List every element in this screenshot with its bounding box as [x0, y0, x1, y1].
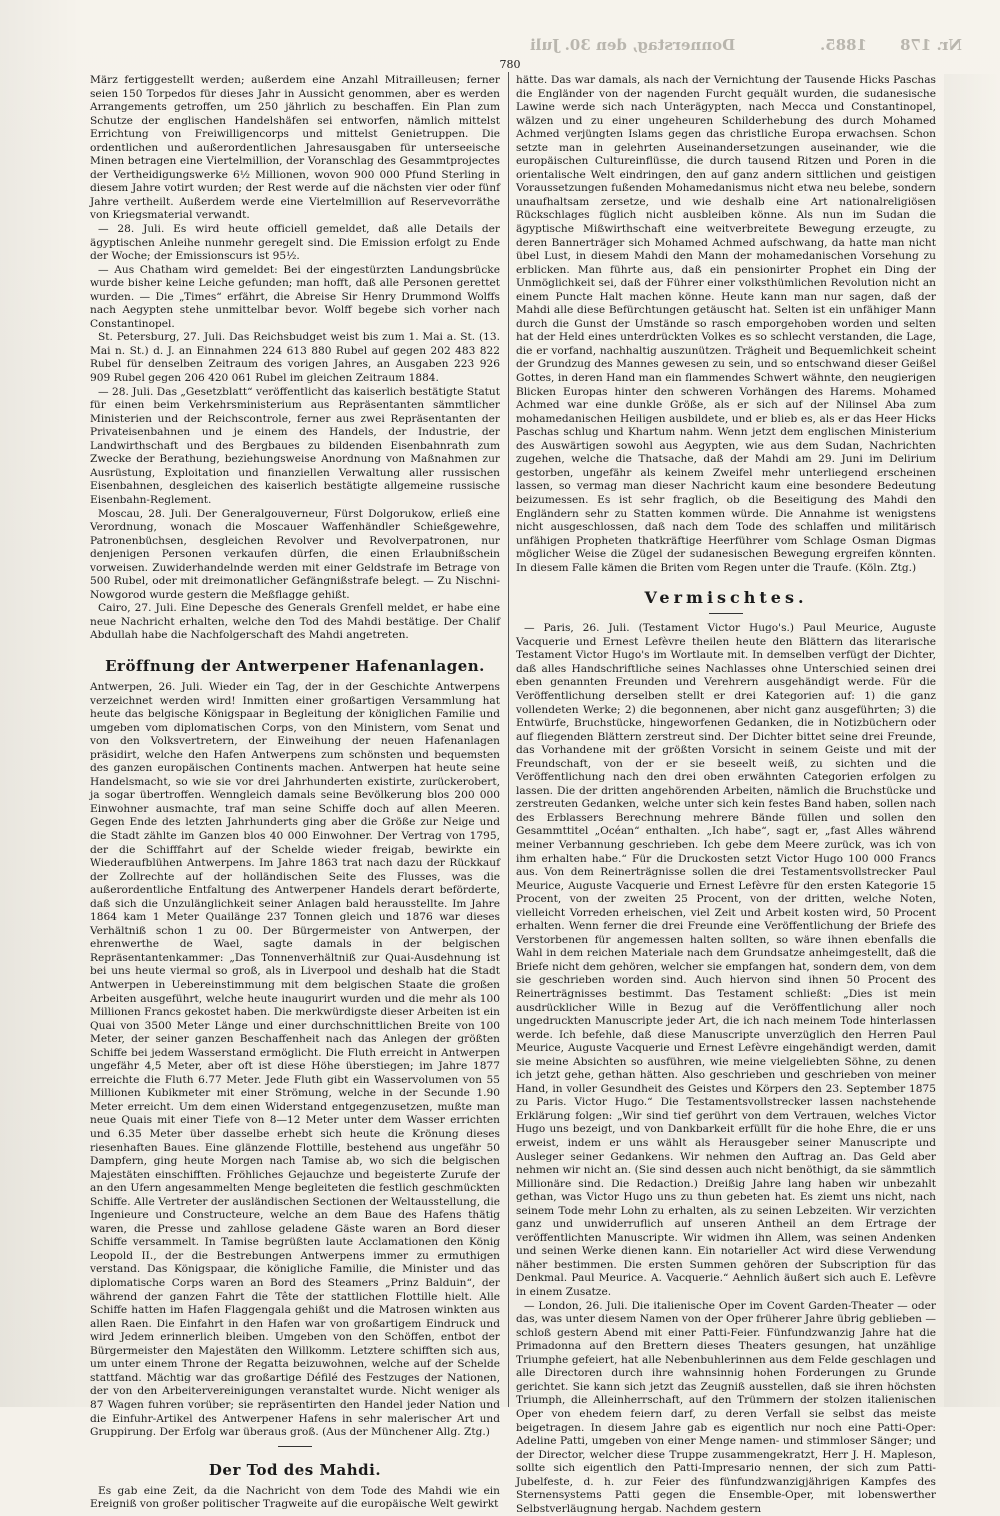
- page-shadow-left: [0, 0, 80, 1407]
- heading-mahdi: Der Tod des Mahdi.: [208, 1460, 382, 1479]
- section-divider: [709, 613, 743, 614]
- page-shadow-right: [944, 74, 1000, 1407]
- bleedthrough-year: 1885.: [820, 36, 867, 54]
- section-divider: [278, 1446, 312, 1447]
- article-moscow: Moscau, 28. Juli. Der Generalgouverneur, Fürst Dolgorukow, erließ eine Verordnung, wonach die Moscauer Waffenhändler Schießgewehre, Patronenbüchsen, desgleichen Revolver und Revolverpatronen, nur denjenigen Personen verkaufen dürfen, die einen Erlaubnißschein vorweisen. Zuwiderhandelnde werden mit einer Geldstrafe im Betrage von 500 Rubel, oder mit dreimonatlicher Gefängnißstrafe belegt. — Zu Nischni-Nowgorod wurde gestern die Meßflagge gehißt.: [90, 507, 500, 601]
- page-header: [0, 0, 1000, 70]
- heading-antwerp-harbour: Eröffnung der Antwerpener Hafenanlagen.: [105, 656, 485, 675]
- article-railway-council: — 28. Juli. Das „Gesetzblatt“ veröffentlicht das kaiserlich bestätigte Statut für einen beim Verkehrsministerium aus Repräsentanten sämmtlicher Ministerien und der Reichscontrole, ferner aus zwei Repräsentanten der Privateisenbahnen und je einem des Handels, der Industrie, der Landwirthschaft und des Bergbaues zu bildenden Eisenbahnrath zum Zwecke der Berathung, beziehungsweise Anordnung von Maßnahmen zur Ausrüstung, Exploitation und finanziellen Verwaltung aller russischen Eisenbahnen, desgleichen des kaiserlich bestätigte allgemeine russische Eisenbahn-Reglement.: [90, 385, 500, 506]
- article-mahdi: Es gab eine Zeit, da die Nachricht von dem Tode des Mahdi wie ein Ereigniß von großer politischer Tragweite auf die europäische Welt gewirkt: [90, 1484, 500, 1511]
- article-defense-intro: März fertiggestellt werden; außerdem eine Anzahl Mitrailleusen; ferner seien 150 Torpedos für dieses Jahr in Aussicht genommen, aber es werden Arrangements getroffen, um 250 jährlich zu beschaffen. Ein Plan zum Schutze der englischen Handelshäfen sei entworfen, nämlich mittelst Errichtung von Freiwilligencorps und mittelst Genietruppen. Die ordentlichen und außerordentlichen Jahresausgaben für unterseeische Minen betragen eine Viertelmillion, der Voranschlag des Gesammtprojectes der Vertheidigungswerke 6½ Millionen, wovon 900 000 Pfund Sterling in diesem Jahre votirt wurden; der Rest werde auf die nächsten vier oder fünf Jahre vertheilt. Außerdem werde eine Viertelmillion auf Reservevorräthe von Kriegsmaterial verwandt.: [90, 74, 500, 222]
- bleedthrough-issue: Nr. 178: [900, 36, 962, 54]
- page-number: 780: [499, 58, 521, 71]
- article-chatham: — Aus Chatham wird gemeldet: Bei der eingestürzten Landungsbrücke wurde bisher keine Leiche gefunden; man hofft, daß alle Personen gerettet wurden. — Die „Times“ erfährt, die Abreise Sir Henry Drummond Wolffs nach Aegypten stehe unmittelbar bevor. Wolff begebe sich vorher nach Constantinopel.: [90, 263, 500, 330]
- article-petersburg-budget: St. Petersburg, 27. Juli. Das Reichsbudget weist bis zum 1. Mai a. St. (13. Mai n. St.) d. J. an Einnahmen 224 613 880 Rubel auf gegen 202 483 822 Rubel für denselben Zeitraum des vorigen Jahres, an Ausgaben 223 926 909 Rubel gegen 206 420 061 Rubel im gleichen Zeitraum 1884.: [90, 331, 500, 385]
- column-divider: [508, 72, 509, 1407]
- article-london-opera: — London, 26. Juli. Die italienische Oper im Covent Garden-Theater — oder das, was unter diesem Namen von der Oper früherer Jahre übrig geblieben — schloß gestern Abend mit einer Patti-Feier. Fünfundzwanzig Jahre hat die Primadonna auf den Brettern dieses Theaters gesungen, hat unzählige Triumphe gefeiert, hat alle Nebenbuhlerinnen aus dem Felde geschlagen und alle Directoren durch ihre wahnsinnig hohen Forderungen zu Grunde gerichtet. Sie kann sich jetzt das Zeugniß ausstellen, daß sie ihren höchsten Triumph, die Alleinherrschaft, auf den Trümmern der stolzen italienischen Oper von ehedem feiern darf, zu deren Verfall sie selbst das meiste beigetragen. In diesem Jahre gab es eigentlich nur noch eine Patti-Oper: Adeline Patti, umgeben von einer Menge namen- und stimmloser Sänger; und der Director, welcher diese Truppe zusammengekratzt, Herr J. H. Mapleson, sollte sich eigentlich den Patti-Impresario nennen, der sich zum Patti-Jubelfeste, d. h. zur Feier des fünfundzwanzigjährigen Kampfes des Sternensystems Patti gegen die Ensemble-Oper, mit lobenswerther Selbstverläugnung hergab. Nachdem gestern: [516, 1299, 936, 1515]
- article-paris-hugo-testament: — Paris, 26. Juli. (Testament Victor Hugo's.) Paul Meurice, Auguste Vacquerie und Ernest Lefèvre theilen heute den Blättern das literarische Testament Victor Hugo's im Wortlaute mit. In demselben verfügt der Dichter, daß alles Handschriftliche seines Nachlasses ohne Unterschied seinen drei eben genannten Freunden und Verehrern ausgehändigt werde. Für die Veröffentlichung derselben stellt er drei Kategorien auf: 1) die ganz vollendeten Werke; 2) die begonnenen, aber nicht ganz ausgeführten; 3) die Entwürfe, Bruchstücke, hingeworfenen Gedanken, die in Notizbüchern oder auf fliegenden Blättern zerstreut sind. Der Dichter bittet seine drei Freunde, das Vorhandene mit der größten Vorsicht in seinem Geiste und mit der Freundschaft, von der er sie beseelt weiß, zu sichten und die Veröffentlichung nach den drei oben erwähnten Categorien erfolgen zu lassen. Die der dritten angehörenden Arbeiten, nämlich die Bruchstücke und zerstreuten Gedanken, welche unter sich kein festes Band haben, sollen nach des Erblassers Berechnung mehrere Bände füllen und sollen den Gesammttitel „Océan“ enthalten. „Ich habe“, sagt er, „fast Alles während meiner Verbannung geschrieben. Ich gebe dem Meere zurück, was ich von ihm erhalten habe.“ Für die Druckosten setzt Victor Hugo 100 000 Francs aus. Von dem Reinerträgnisse sollen die drei Testamentsvollstrecker Paul Meurice, Auguste Vacquerie und Ernest Lefèvre für den ersten Kategorie 15 Procent, von der zweiten 25 Procent, von der dritten, welche Noten, vielleicht Vorreden erheischen, viel Zeit und Arbeit kosten wird, 50 Procent erhalten. Wenn ferner die drei Freunde eine Veröffentlichung der Briefe des Verstorbenen für angemessen halten sollten, so wäre ihnen ebenfalls die Wahl in dem reichen Materiale nach dem Grundsatze anheimgestellt, daß die Briefe nicht dem gehören, welcher sie empfangen hat, sondern dem, von dem sie geschrieben worden sind. Auch hiervon sind ihnen 50 Procent des Reinerträgnisses bestimmt. Das Testament schließt: „Dies ist mein ausdrücklicher Wille in Bezug auf die Veröffentlichung aller noch ungedruckten Manuscripte jeder Art, die ich nach meinem Tode hinterlassen werde. Ich befehle, daß diese Manuscripte unverzüglich den Herren Paul Meurice, Auguste Vacquerie und Ernest Lefèvre eingehändigt werden, damit sie meine Absichten so ausführen, wie meine vielgeliebten Söhne, zu denen ich jetzt gehe, gethan hätten. Also geschrieben und geschrieben von meiner Hand, in voller Gesundheit des Geistes und Körpers den 23. September 1875 zu Paris. Victor Hugo.“ Die Testamentsvollstrecker lassen nachstehende Erklärung folgen: „Wir sind tief gerührt von dem Vertrauen, welches Victor Hugo uns bezeigt, und von Dankbarkeit erfüllt für die hohe Ehre, die er uns erweist, indem er uns wählt als Herausgeber seiner Manuscripte und Ausleger seiner Gedankens. Wir nehmen den Auftrag an. Das Geld aber nehmen wir nicht an. (Sie sind dessen auch nicht benöthigt, da sie sämmtlich Millionäre sind. Die Redaction.) Dreißig Jahre lang haben wir unbezahlt gethan, was Victor Hugo uns zu thun gebeten hat. Es ziemt uns nicht, nach seinem Tode mehr Lohn zu erhalten, als zu seinen Lebzeiten. Wir verzichten ganz und unwiderruflich auf unseren Antheil an dem Ertrage der veröffentlichten Manuscripte. Wir widmen ihn Allem, was seinen Andenken und seinen Werke dienen kann. Ein notarieller Act wird diese Verwendung näher bestimmen. Die ersten Summen gehören der Subscription für das Denkmal. Paul Meurice. A. Vacquerie.“ Aehnlich äußert sich auch E. Lefèvre in einem Zusatze.: [516, 622, 936, 1299]
- article-cairo: Cairo, 27. Juli. Eine Depesche des Generals Grenfell meldet, er habe eine neue Nachricht erhalten, welche den Tod des Mahdi bestätige. Der Chalif Abdullah habe die Nachfolgerschaft des Mahdi angetreten.: [90, 602, 500, 642]
- article-mahdi-continued: hätte. Das war damals, als nach der Vernichtung der Tausende Hicks Paschas die Engländer von der nagenden Furcht gequält wurden, die sudanesische Lawine werde sich nach Unterägypten, nach Mecca und Constantinopel, wälzen und zu einer ungeheuren Schilderhebung des durch Mohamed Achmed verjüngten Islams gegen das christliche Europa erwachsen. Schon setzte man in gelehrten Auseinandersetzungen auseinander, wie die europäischen Cultureinflüsse, die durch tausend Ritzen und Poren in die orientalische Welt eindringen, den auf ganz andern sittlichen und geistigen Voraussetzungen fußenden Mohamedanismus nicht etwa neu belebe, sondern unaufhaltsam zersetze, und wie deshalb eine Art nationalreligiösen Rückschlages füglich nicht ausbleiben könne. Als nun im Sudan die ägyptische Mißwirthschaft eine weitverbreitete Bewegung erzeugte, zu deren Bannerträger sich Mohamed Achmed aufschwang, da hatte man nicht übel Lust, in diesem Mahdi den Mann der mohamedanischen Vorsehung zu erblicken. Man führte aus, daß ein pensionirter Prophet ein Ding der Unmöglichkeit sei, daß der Führer einer volksthümlichen Revolution nicht an einem Puncte Halt machen könne. Heute kann man nur sagen, daß der Mahdi alle diese Befürchtungen getäuscht hat. Selten ist ein unfähiger Mann durch die Gunst der Umstände so rasch emporgehoben worden und selten hat der Held eines unterdrückten Volkes es so schlecht verstanden, die Lage, die er vorfand, nachhaltig auszunützen. Trägheit und Bequemlichkeit scheint der Grundzug des Mannes gewesen zu sein, und so entschwand dieser Geißel Gottes, in deren Hand man ein flammendes Schwert wähnte, den neugierigen Blicken Europas hinter den schweren Vorhängen des Harems. Mohamed Achmed war eine dunkle Größe, als er sich auf der Nilinsel Aba zum mohamedanischen Heiligen ausbildete, und er blieb es, als er das Heer Hicks Paschas schlug und Khartum nahm. Wenn jetzt dem englischen Ministerium des Auswärtigen sowohl aus Aegypten, wie aus dem Sudan, Nachrichten zugehen, welche die Thatsache, daß der Mahdi am 29. Juni im Delirium gestorben, ungefähr als keinem Zweifel mehr unterliegend erscheinen lassen, so vermag man dieser Nachricht kaum eine besondere Bedeutung beizumessen. Es ist sehr fraglich, ob die Beseitigung des Mahdi den Engländern sehr zu Statten kommen würde. Die Annahme ist wenigstens nicht ausgeschlossen, daß nach dem Tode des schlaffen und militärisch unfähigen Propheten thatkräftige Heerführer vom Schlage Osman Digmas möglicher Weise die Zügel der sudanesischen Bewegung ergreifen könnten. In diesem Falle kämen die Briten vom Regen unter die Traufe. (Köln. Ztg.): [516, 74, 936, 574]
- article-egypt-loan: — 28. Juli. Es wird heute officiell gemeldet, daß alle Details der ägyptischen Anleihe nunmehr geregelt sind. Die Emission erfolgt zu Ende der Woche; der Emissionscurs ist 95½.: [90, 223, 500, 263]
- right-column: [516, 74, 936, 1515]
- left-column: [90, 74, 500, 1511]
- article-antwerp: Antwerpen, 26. Juli. Wieder ein Tag, der in der Geschichte Antwerpens verzeichnet werden wird! Inmitten einer großartigen Versammlung hat heute das belgische Königspaar in Begleitung der königlichen Familie und umgeben vom diplomatischen Corps, von den Ministern, vom Senat und von den Volksvertretern, der Einweihung der neuen Hafenanlagen präsidirt, welche den Hafen Antwerpens zum schönsten und bequemsten des ganzen europäischen Continents machen. Antwerpen hat heute seine Handelsmacht, so wie sie vor drei Jahrhunderten existirte, zurückerobert, ja sogar übertroffen. Wenngleich damals seine Bevölkerung blos 200 000 Einwohner ausmachte, traf man seine Schiffe doch auf allen Meeren. Gegen Ende des letzten Jahrhunderts ging aber die Größe zur Neige und die Stadt zählte im Ganzen blos 40 000 Einwohner. Der Vertrag von 1795, der die Schifffahrt auf der Schelde wieder freigab, bewirkte ein Wiederaufblühen Antwerpens. Im Jahre 1863 trat nach dazu der Rückkauf der Zollrechte auf der holländischen Seite des Flusses, was die außerordentliche Entfaltung des Antwerpener Handels derart beförderte, daß sich die Unzulänglichkeit seiner Anlagen bald herausstellte. Im Jahre 1864 kam 1 Meter Quailänge 237 Tonnen gleich und 1876 war dieses Verhältniß schon 1 zu 00. Der Bürgermeister von Antwerpen, der ehrenwerthe de Wael, sagte damals in der belgischen Repräsentantenkammer: „Das Tonnenverhältniß zur Quai-Ausdehnung ist bei uns heute viermal so groß, als in Liverpool und deshalb hat die Stadt Antwerpen in Uebereinstimmung mit dem belgischen Staate die großen Arbeiten ausgeführt, welche heute inaugurirt wurden und die mehr als 100 Millionen Francs gekostet haben. Die merkwürdigste dieser Arbeiten ist ein Quai von 3500 Meter Länge und einer durchschnittlichen Breite von 100 Meter, der seiner ganzen Beschaffenheit nach das Anlegen der größten Schiffe bei jedem Wasserstand ermöglicht. Die Fluth erreicht in Antwerpen ungefähr 4,5 Meter, aber oft ist diese Höhe überstiegen; im Jahre 1877 erreichte die Fluth 6.77 Meter. Jede Fluth gibt ein Wasservolumen von 55 Millionen Kubikmeter mit einer Strömung, welche in der Secunde 1.90 Meter erreicht. Um dem einen Widerstand entgegenzusetzen, mußte man neue Quais mit einer Tiefe von 8—12 Meter unter dem Wasser errichten und 6.35 Meter über dasselbe erhebt sich heute die Krönung dieses riesenhaften Baues. Eine glänzende Flottille, bestehend aus ungefähr 50 Dampfern, ging heute Morgen nach Tamise ab, wo sich die belgischen Majestäten einschifften. Fröhliches Gejauchze und begeisterte Zurufe der an den Ufern angesammelten Menge begleiteten die festlich geschmückten Schiffe. Alle Vertreter der ausländischen Sectionen der Weltausstellung, die Ingenieure und Constructeure, welche an dem Baue des Hafens thätig waren, die Presse und zahllose geladene Gäste waren an Bord dieser Schiffe versammelt. In Tamise begrüßten laute Acclamationen den König Leopold II., der die Bestrebungen Antwerpens immer zu ermuthigen verstand. Das Königspaar, die königliche Familie, die Minister und das diplomatische Corps waren an Bord des Steamers „Prinz Balduin“, der während der ganzen Fahrt die Tête der stattlichen Flottille hielt. Alle Schiffe hatten im Hafen Flaggengala gehißt und die Matrosen winkten aus allen Raen. Die Einfahrt in den Hafen war von großartigem Eindruck und wird Jedem erinnerlich bleiben. Umgeben von den Schöffen, entbot der Bürgermeister den Majestäten den Willkomm. Letztere schifften sich aus, um unter einem Throne der Regatta beizuwohnen, welche auf der Schelde stattfand. Mächtig war das großartige Défilé des Festzuges der Nationen, der von den Arbeitervereinigungen veranstaltet wurde. Nicht weniger als 87 Wagen fuhren vorüber; sie repräsentirten den Handel jeder Nation und die Einfuhr-Artikel des Antwerpener Hafens in sehr malerischer Art und Gruppirung. Der Erfolg war überaus groß. (Aus der Münchener Allg. Ztg.): [90, 680, 500, 1439]
- heading-miscellaneous: Vermischtes.: [644, 588, 808, 608]
- bleedthrough-date: Donnerstag, den 30. Juli: [530, 36, 736, 54]
